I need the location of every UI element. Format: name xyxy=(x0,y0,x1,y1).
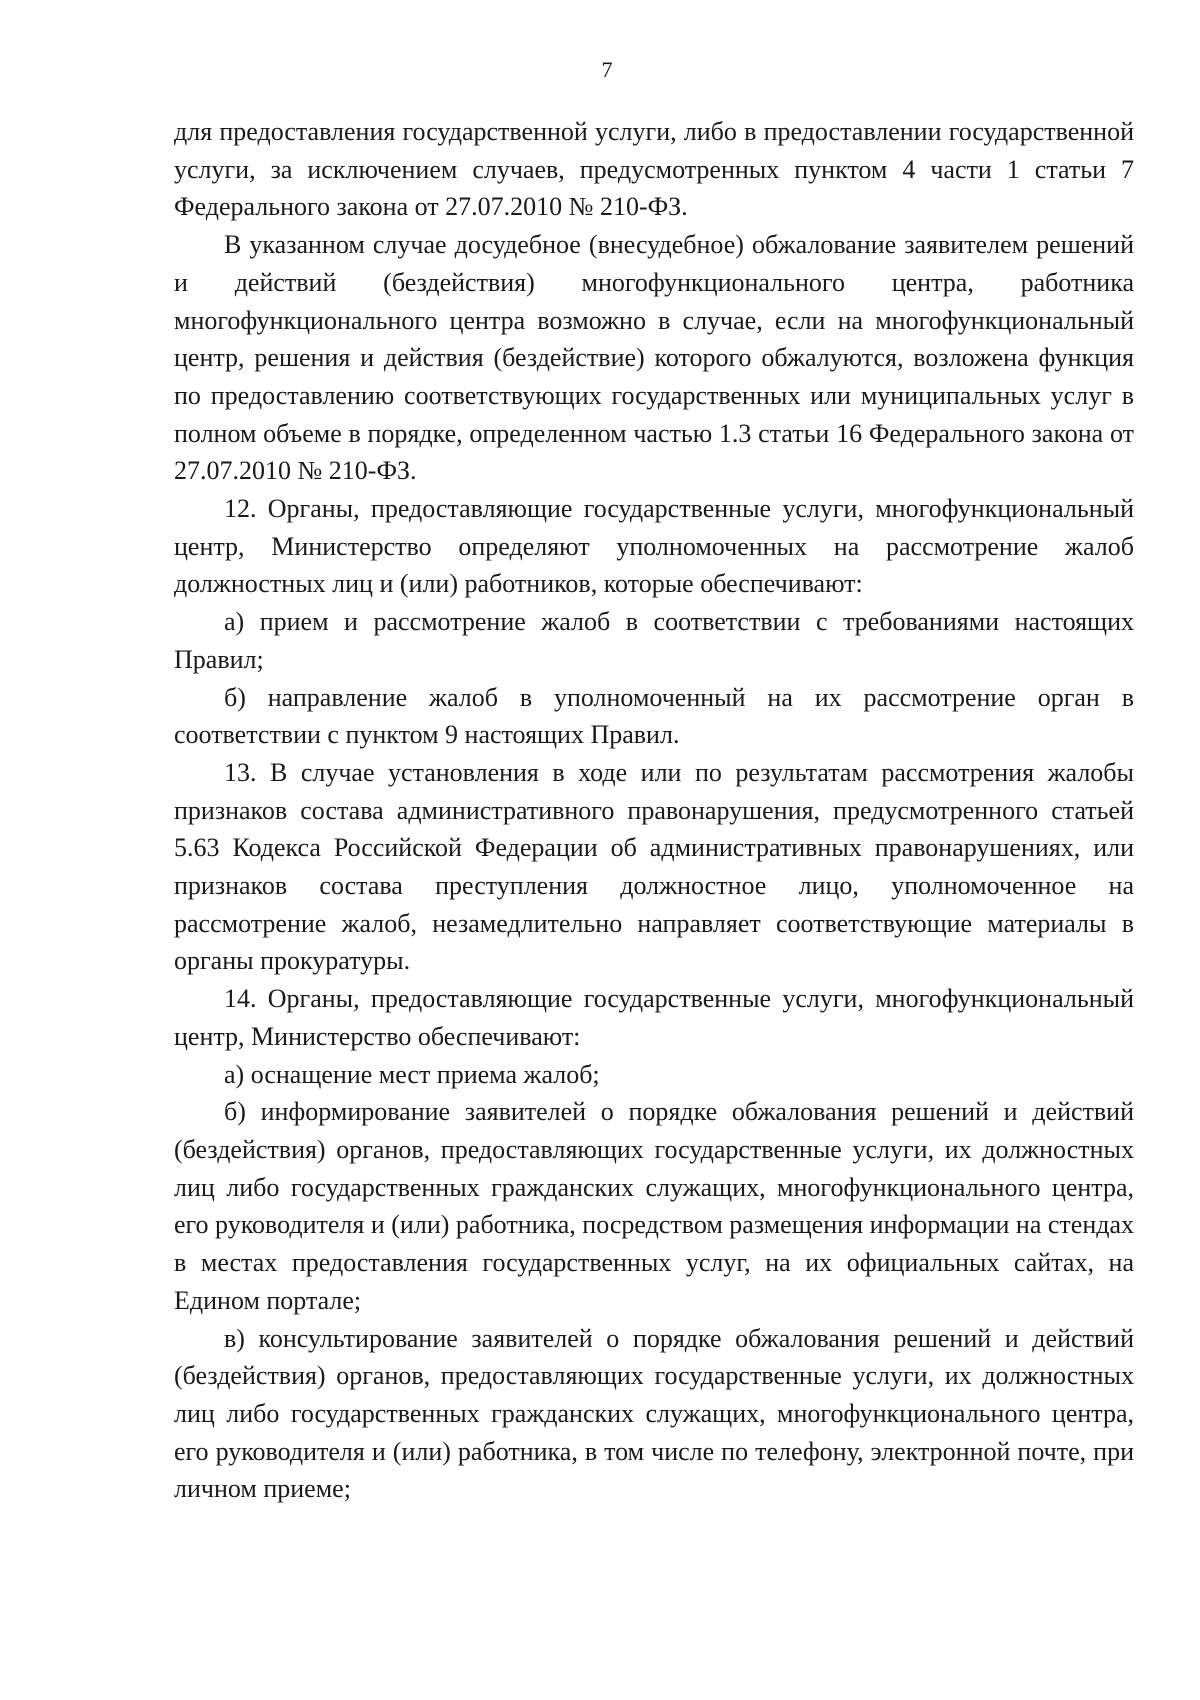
paragraph-item-12a: а) прием и рассмотрение жалоб в соответствии с требованиями настоящих Правил; xyxy=(174,607,1134,674)
paragraph-item-12b: б) направление жалоб в уполномоченный на их рассмотрение орган в соответствии с пунктом 9 настоящих Правил. xyxy=(174,682,1134,750)
page-number: 7 xyxy=(601,57,613,82)
document-body xyxy=(174,113,1134,1508)
paragraph-continuation: для предоставления государственной услуги, либо в предоставлении государственной услуги, за исключением случаев, предусмотренных пунктом 4 части 1 статьи 7 Федерального закона от 27.07.2010 № 210-ФЗ. xyxy=(174,117,1134,222)
paragraph-appeal-mfc: В указанном случае досудебное (внесудебное) обжалование заявителем решений и действий (бездействия) многофункционального центра, работника многофункционального центра возможно в случае, если на многофункциональный центр, решения и действия (бездействие) которого обжалуются, возложена функция по предоставлению соответствующих государственных или муниципальных услуг в полном объеме в порядке, определенном частью 1.3 статьи 16 Федерального закона от 27.07.2010 № 210-ФЗ. xyxy=(174,230,1134,486)
paragraph-item-14b: б) информирование заявителей о порядке обжалования решений и действий (бездействия) органов, предоставляющих государственные услуги, их должностных лиц либо государственных гражданских служащих, многофункционального центра, его руководителя и (или) работника, посредством размещения информации на стендах в местах предоставления государственных услуг, на их официальных сайтах, на Едином портале; xyxy=(174,1097,1134,1315)
paragraph-item-12: 12. Органы, предоставляющие государственные услуги, многофункциональный центр, Министерство определяют уполномоченных на рассмотрение жалоб должностных лиц и (или) работников, которые обеспечивают: xyxy=(174,494,1134,599)
paragraph-item-13: 13. В случае установления в ходе или по результатам рассмотрения жалобы признаков состава административного правонарушения, предусмотренного статьей 5.63 Кодекса Российской Федерации об административных правонарушениях, или признаков состава преступления должностное лицо, уполномоченное на рассмотрение жалоб, незамедлительно направляет соответствующие материалы в органы прокуратуры. xyxy=(174,757,1134,976)
paragraph-item-14a: а) оснащение мест приема жалоб; xyxy=(224,1059,600,1089)
paragraph-item-14: 14. Органы, предоставляющие государственные услуги, многофункциональный центр, Министерство обеспечивают: xyxy=(174,984,1134,1051)
paragraph-item-14c: в) консультирование заявителей о порядке обжалования решений и действий (бездействия) органов, предоставляющих государственные услуги, их должностных лиц либо государственных гражданских служащих, многофункционального центра, его руководителя и (или) работника, в том числе по телефону, электронной почте, при личном приеме; xyxy=(174,1323,1134,1504)
